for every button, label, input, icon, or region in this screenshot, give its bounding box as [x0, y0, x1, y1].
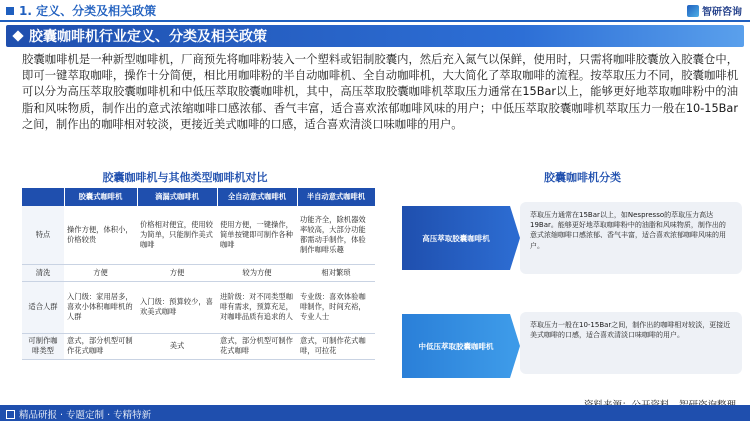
section-title [6, 2, 156, 19]
table-cell: 较为方便 [217, 264, 297, 281]
table-cell: 专业级：喜欢体验咖啡制作，时间充裕，专业人士 [297, 281, 375, 333]
table-header-cell: 胶囊式咖啡机 [64, 188, 137, 206]
comparison-title: 胶囊咖啡机与其他类型咖啡机对比 [102, 171, 268, 184]
footer-bar [0, 405, 750, 421]
footer-content [6, 407, 151, 421]
arrow-right-icon [510, 206, 520, 270]
brand-logo[interactable] [687, 3, 742, 18]
arrow-right-icon [510, 314, 520, 378]
intro-paragraph: 胶囊咖啡机是一种新型咖啡机，厂商预先将咖啡粉装入一个塑料或铝制胶囊内，然后充入氮气以保鲜，使用时，只需将咖啡胶囊放入胶囊仓中，即可一键萃取咖啡，操作十分简便，相比用咖啡粉的半自动咖啡机、全自动咖啡机，大大简化了萃取咖啡的流程。按萃取压力不同，胶囊咖啡机可以分为高压萃取胶囊咖啡机和中低压萃取胶囊咖啡机，其中，高压萃取胶囊咖啡机萃取压力通常在15Bar以上，能够更好地萃取咖啡粉中的油脂和风味物质，制作出的意式浓缩咖啡口感浓郁、香气丰富，适合喜欢浓郁咖啡风味的用户；中低压萃取胶囊咖啡机萃取压力一般在10-15Bar之间，制作出的咖啡相对较淡，更接近美式咖啡的口感，适合喜欢清淡口味咖啡的用户。 [22, 53, 738, 131]
section-title-text: 1. 定义、分类及相关政策 [19, 4, 157, 18]
table-header-cell: 全自动意式咖啡机 [217, 188, 297, 206]
row-label: 特点 [22, 206, 64, 264]
table-row [22, 264, 375, 281]
comparison-table [22, 188, 376, 360]
top-divider [0, 20, 750, 22]
row-label: 可制作咖啡类型 [22, 333, 64, 359]
diamond-icon [12, 30, 23, 41]
classification-panel [402, 188, 742, 388]
section-square-icon [6, 7, 14, 15]
table-row [22, 206, 375, 264]
table-cell: 功能齐全，除机器效率较高，大部分功能都需动手制作，体验制作咖啡乐趣 [297, 206, 375, 264]
table-cell: 方便 [137, 264, 217, 281]
table-cell: 入门级：预算较少，喜欢美式咖啡 [137, 281, 217, 333]
low-pressure-label: 中低压萃取胶囊咖啡机 [402, 314, 510, 378]
table-cell: 入门级：家用居多，喜欢小体积咖啡机的人群 [64, 281, 137, 333]
table-cell: 美式 [137, 333, 217, 359]
page-title-bar [6, 25, 744, 47]
brand-name: 智研咨询 [702, 7, 742, 18]
table-cell: 方便 [64, 264, 137, 281]
row-label: 适合人群 [22, 281, 64, 333]
page-title: 胶囊咖啡机行业定义、分类及相关政策 [29, 29, 267, 45]
classification-title: 胶囊咖啡机分类 [544, 171, 621, 184]
table-cell: 价格相对便宜，使用较为简单，只能制作美式咖啡 [137, 206, 217, 264]
table-cell: 进阶级：对不同类型咖啡有需求，预算充足，对咖啡品质有追求的人 [217, 281, 297, 333]
high-pressure-description: 萃取压力通常在15Bar以上，如Nespresso的萃取压力高达19Bar。能够更好地萃取咖啡粉中的油脂和风味物质，制作出的意式浓缩咖啡口感浓郁、香气丰富，适合喜欢浓郁咖啡风味的用户。 [520, 202, 742, 274]
table-cell: 使用方便，一键操作，简单按键即可制作各种咖啡 [217, 206, 297, 264]
table-row [22, 333, 375, 359]
footer-text: 精品研报 · 专题定制 · 专精特新 [19, 410, 152, 421]
table-header-row [22, 188, 375, 206]
low-pressure-description: 萃取压力一般在10-15Bar之间，制作出的咖啡相对较淡，更接近美式咖啡的口感，适合喜欢清淡口味咖啡的用户。 [520, 312, 742, 374]
table-cell: 意式，可制作花式咖啡，可拉花 [297, 333, 375, 359]
table-cell: 操作方便，体积小，价格较贵 [64, 206, 137, 264]
table-cell: 意式，部分机型可制作花式咖啡 [217, 333, 297, 359]
table-cell: 意式，部分机型可制作花式咖啡 [64, 333, 137, 359]
table-row [22, 281, 375, 333]
row-label: 清洗 [22, 264, 64, 281]
table-header-cell: 半自动意式咖啡机 [297, 188, 375, 206]
brand-icon [687, 5, 699, 17]
table-header-cell [22, 188, 64, 206]
table-cell: 相对繁琐 [297, 264, 375, 281]
top-bar [0, 0, 750, 22]
table-header-cell: 滴漏式咖啡机 [137, 188, 217, 206]
high-pressure-label: 高压萃取胶囊咖啡机 [402, 206, 510, 270]
report-icon [6, 410, 15, 419]
